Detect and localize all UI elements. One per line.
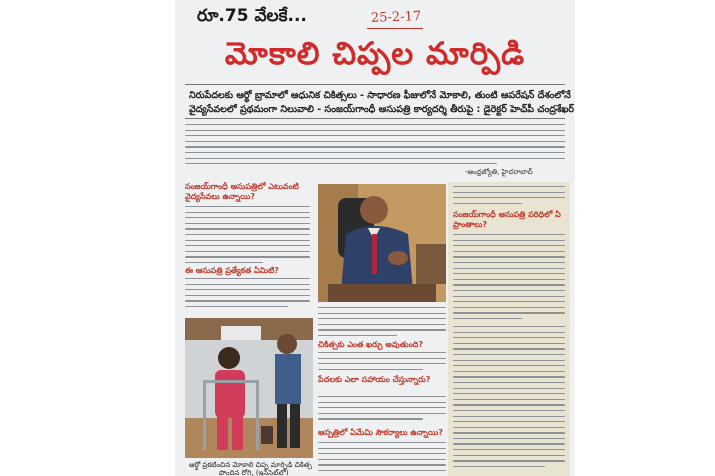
subhead-line-2: వైద్యసేవలలో ప్రథమంగా నిలువాలి - సంజయ్‌గాంధీ ఆసుపత్రి కార్యదర్శి తీరుపై : డైరెక్టర్‌ హెచ్‌పీ చంద్రశేఖర్‌ (189, 104, 575, 115)
newspaper-clipping (175, 0, 575, 476)
question-6: సంజయ్‌గాంధీ ఆసుపత్రి పరిధిలో ఏ ప్రాంతాలు? (453, 210, 561, 229)
photo-caption-2 (219, 469, 289, 476)
middle-paragraph-4 (318, 442, 446, 476)
kicker: రూ.75 వేలకే... (197, 6, 307, 26)
question-1: సంజయ్‌గాంధీ ఆసుపత్రిలో ఎటువంటి వైద్యసేవలు ఉన్నాయి? (185, 182, 299, 201)
subhead-line-1: నిరుపేదలకు ఆర్థో బ్రామాలో ఆధునిక చికిత్సలు - సాధారణ ఫీజులోనే మోకాలి, తుంటి ఆపరేషన్‌ దేశంలోనే (189, 90, 571, 101)
byline: -ఆంధ్రజ్యోతి, హైదరాబాద్‌ (465, 168, 533, 176)
caption-line-1: ఆర్థో ప్రకటించిన మోకాలి చిప్ప మార్పిడి చికిత్స (189, 461, 312, 469)
answer-2 (185, 278, 310, 312)
handwritten-date: 25-2-17 (370, 9, 422, 26)
sidebar-paragraph-3 (453, 326, 565, 471)
answer-1 (185, 206, 310, 268)
question-2: ఈ ఆసుపత్రి ప్రత్యేకత ఏమిటి? (185, 266, 279, 275)
intro-paragraph (185, 124, 565, 169)
question-5: ఆస్పత్రిలో ఏమేమి సౌకర్యాలు ఉన్నాయి? (318, 428, 443, 437)
patient-walker-photo (185, 318, 313, 458)
sidebar-paragraph-2 (453, 234, 565, 324)
middle-paragraph-1 (318, 307, 446, 341)
headline: మోకాలి చిప్పల మార్పిడి (224, 36, 526, 72)
caption-line-2: పొందిన రోగి, (ఇన్‌సెట్‌లో) (219, 469, 289, 476)
middle-paragraph-2 (318, 352, 446, 374)
divider-bottom (185, 118, 565, 119)
question-4: పేదలకు ఎలా సహాయం చేస్తున్నారు? (318, 375, 431, 384)
doctor-portrait-photo (318, 184, 446, 302)
divider-top (185, 84, 565, 85)
sidebar-paragraph-1 (453, 186, 565, 208)
middle-paragraph-3 (318, 396, 446, 424)
question-3: చికిత్సకు ఎంత ఖర్చు అవుతుంది? (318, 340, 424, 349)
date-underline (367, 28, 423, 29)
